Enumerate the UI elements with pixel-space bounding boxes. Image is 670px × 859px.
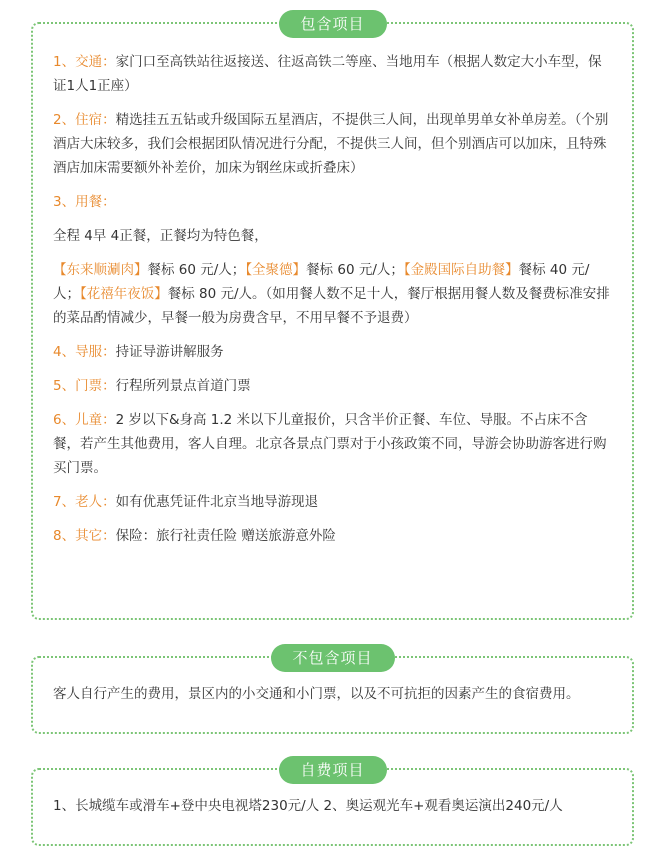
- restaurant-4-price: 餐标 80 元/人。（如用餐人数不足十人，餐厅根据用餐人数及餐费标准安排的菜品酌情减少，早餐一般为房费含早，不用早餐不予退费）: [53, 286, 610, 326]
- optional-text: 1、长城缆车或滑车+登中央电视塔230元/人 2、奥运观光车+观看奥运演出240元/人: [53, 798, 563, 814]
- restaurant-2-price: 餐标 60 元/人；: [306, 262, 404, 278]
- tickets-label: 5、门票：: [53, 378, 116, 394]
- seniors-item: [53, 490, 614, 514]
- children-label: 6、儿童：: [53, 412, 116, 428]
- lodging-label: 2、住宿：: [53, 112, 116, 128]
- transport-item: [53, 50, 614, 98]
- restaurant-3: 【金殿国际自助餐】: [403, 262, 519, 278]
- meals-label-line: [53, 190, 614, 214]
- optional-section: [31, 761, 634, 846]
- included-section: [31, 15, 634, 620]
- restaurant-4: 【花禧年夜饭】: [80, 286, 168, 302]
- meals-label: 3、用餐：: [53, 194, 116, 210]
- lodging-item: [53, 108, 614, 180]
- restaurant-1: 【东来顺涮肉】: [53, 262, 148, 278]
- tickets-text: 行程所列景点首道门票: [115, 378, 251, 394]
- optional-title: 自费项目: [278, 756, 386, 784]
- children-item: [53, 408, 614, 480]
- transport-text: 家门口至高铁站往返接送、往返高铁二等座、当地用车（根据人数定大小车型，保证1人1正座）: [53, 54, 602, 94]
- guide-text: 持证导游讲解服务: [115, 344, 224, 360]
- other-label: 8、其它：: [53, 528, 116, 544]
- tickets-item: [53, 374, 614, 398]
- restaurant-3-price: 餐标 40 元/人；: [53, 262, 590, 302]
- included-title: 包含项目: [278, 10, 386, 38]
- meals-summary: 全程 4早 4正餐，正餐均为特色餐，: [53, 228, 268, 244]
- excluded-text: 客人自行产生的费用，景区内的小交通和小门票，以及不可抗拒的因素产生的食宿费用。: [53, 686, 580, 702]
- guide-item: [53, 340, 614, 364]
- seniors-text: 如有优惠凭证件北京当地导游现退: [115, 494, 319, 510]
- excluded-section: [31, 649, 634, 734]
- transport-label: 1、交通：: [53, 54, 116, 70]
- guide-label: 4、导服：: [53, 344, 116, 360]
- children-text: 2 岁以下&身高 1.2 米以下儿童报价，只含半价正餐、车位、导服。不占床不含餐，若产生其他费用，客人自理。北京各景点门票对于小孩政策不同，导游会协助游客进行购买门票。: [53, 412, 607, 476]
- seniors-label: 7、老人：: [53, 494, 116, 510]
- other-text: 保险：旅行社责任险 赠送旅游意外险: [115, 528, 336, 544]
- meals-restaurants: [53, 258, 614, 330]
- excluded-title: 不包含项目: [270, 644, 394, 672]
- other-item: [53, 524, 614, 548]
- lodging-text: 精选挂五五钻或升级国际五星酒店，不提供三人间，出现单男单女补单房差。（个别酒店大床较多，我们会根据团队情况进行分配，不提供三人间，但个别酒店可以加床，且特殊酒店加床需要额外补差价，加床为钢丝床或折叠床）: [53, 112, 609, 176]
- restaurant-2: 【全聚德】: [245, 262, 307, 278]
- restaurant-1-price: 餐标 60 元/人；: [147, 262, 246, 278]
